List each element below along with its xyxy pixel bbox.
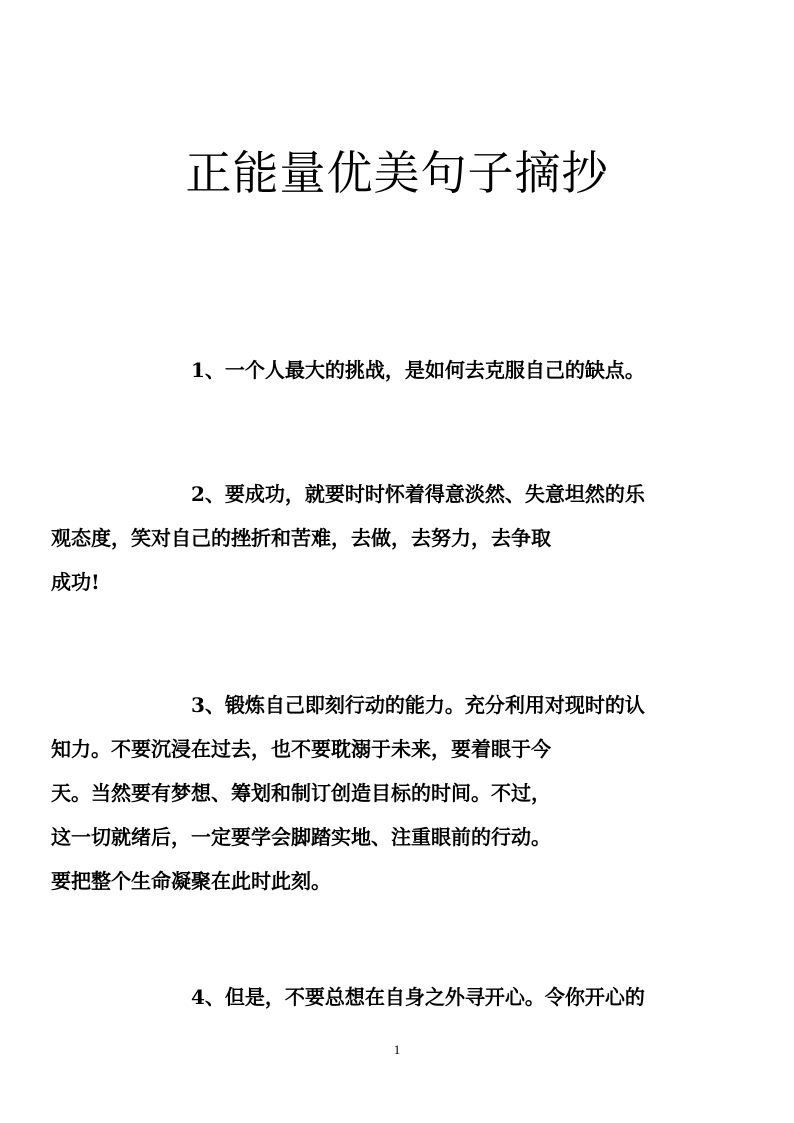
paragraph-line: 1、一个人最大的挑战，是如何去克服自己的缺点。 (191, 358, 645, 382)
paragraph-line: 4、但是，不要总想在自身之外寻开心。令你开心的 (191, 985, 645, 1009)
paragraph-line: 要把整个生命凝聚在此时此刻。 (51, 869, 331, 893)
paragraph-line: 3、锻炼自己即刻行动的能力。充分利用对现时的认 (191, 693, 645, 717)
paragraph-line: 知力。不要沉浸在过去，也不要耽溺于未来，要着眼于今 (51, 737, 551, 761)
page-number: 1 (393, 1042, 401, 1057)
paragraph-line: 成功! (51, 570, 100, 594)
paragraph-4 (121, 975, 677, 1019)
paragraph-line: 这一切就绪后，一定要学会脚踏实地、注重眼前的行动。 (51, 825, 551, 849)
paragraph-3 (51, 683, 677, 903)
document-title: 正能量优美句子摘抄 (185, 146, 609, 200)
paragraph-1 (121, 348, 677, 392)
paragraph-line: 观态度，笑对自己的挫折和苦难，去做，去努力，去争取 (51, 526, 551, 550)
paragraph-line: 2、要成功，就要时时怀着得意淡然、失意坦然的乐 (191, 482, 645, 506)
paragraph-2 (51, 472, 677, 604)
paragraph-line: 天。当然要有梦想、筹划和制订创造目标的时间。不过， (51, 781, 551, 805)
